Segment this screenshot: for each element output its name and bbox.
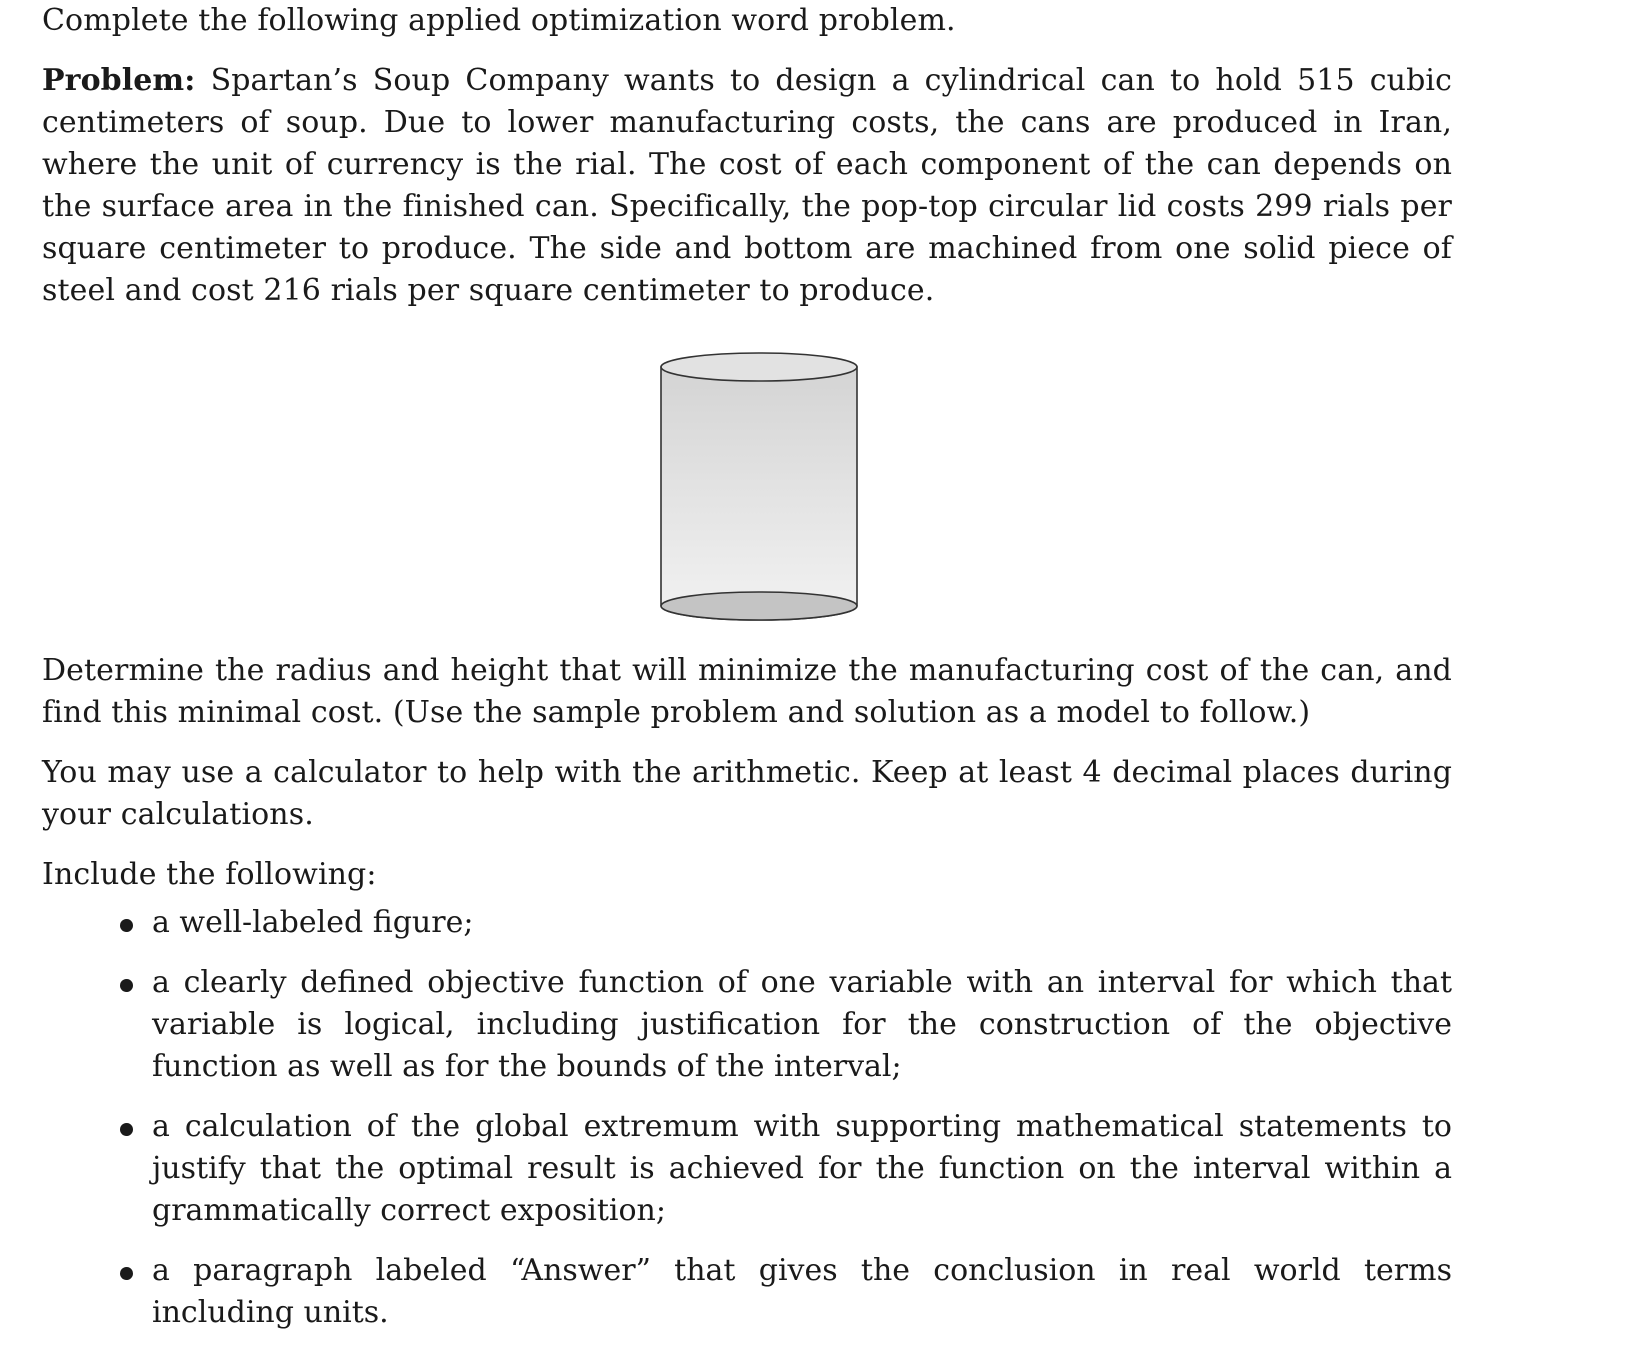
can-lid xyxy=(661,353,857,381)
bullet-icon xyxy=(120,1267,133,1280)
bullet-icon xyxy=(120,979,133,992)
cylinder-can-illustration xyxy=(643,342,863,622)
problem-text: Spartan’s Soup Company wants to design a cylindrical can to hold 515 cubic centimeters of soup. Due to lower manufacturing costs, the cans are produced in Iran, where the unit of currency is the rial. The cost of each component of the can depends on the surface area in the finished can. Specifically, the pop-top circular lid costs 299 rials per square centimeter to produce. The side and bottom are machined from one solid piece of steel and cost 216 rials per square centimeter to produce. xyxy=(42,63,1452,308)
list-item xyxy=(152,1106,1452,1232)
bullet-icon xyxy=(120,919,133,932)
requirement-text: a clearly defined objective function of one variable with an interval for which that variable is logical, including justification for the construction of the objective function as well as for the bounds of the interval; xyxy=(152,965,1452,1084)
determine-paragraph: Determine the radius and height that will minimize the manufacturing cost of the can, and find this minimal cost. (Use the sample problem and solution as a model to follow.) xyxy=(42,653,1452,730)
requirement-text: a calculation of the global extremum with supporting mathematical statements to justify that the optimal result is achieved for the function on the interval within a grammatically correct exposition; xyxy=(152,1109,1452,1228)
requirement-text: a well-labeled figure; xyxy=(152,905,474,940)
list-item xyxy=(152,902,1452,944)
requirements-list xyxy=(42,902,1452,1334)
document-page xyxy=(42,0,1452,1352)
can-side xyxy=(661,367,857,620)
requirement-text: a paragraph labeled “Answer” that gives the conclusion in real world terms including units. xyxy=(152,1253,1452,1330)
can-bottom xyxy=(661,592,857,620)
problem-label: Problem: xyxy=(42,63,196,98)
calculator-note: You may use a calculator to help with the arithmetic. Keep at least 4 decimal places during your calculations. xyxy=(42,755,1452,832)
bullet-icon xyxy=(120,1123,133,1136)
list-item xyxy=(152,1250,1452,1334)
problem-paragraph xyxy=(42,60,1452,312)
include-heading: Include the following: xyxy=(42,857,377,892)
can-figure xyxy=(42,330,1452,630)
intro-text: Complete the following applied optimization word problem. xyxy=(42,3,956,38)
list-item xyxy=(152,962,1452,1088)
